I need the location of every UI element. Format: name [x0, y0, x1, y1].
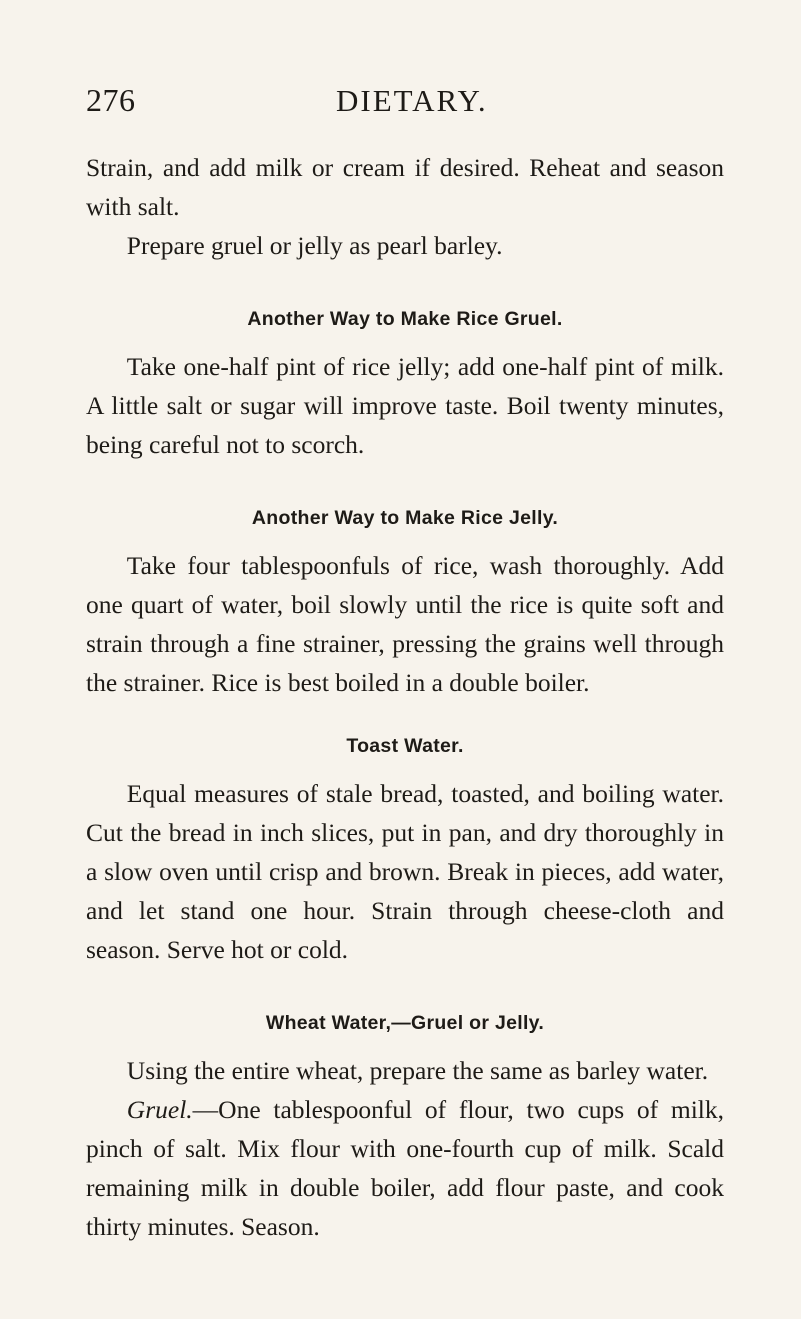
running-title: DIETARY. — [336, 83, 488, 118]
intro-paragraph: Prepare gruel or jelly as pearl barley. — [126, 231, 503, 260]
section-body-rice-jelly: Take four tablespoonfuls of rice, wash thoroughly. Add one quart of water, boil slowly until the rice is quite soft and strain through a fine strainer, pressing the grains well through the strainer. Rice is best boiled in a double boiler. — [86, 551, 724, 697]
section-body-wheat-water: Using the entire wheat, prepare the same as barley water. — [126, 1056, 709, 1085]
section-body-rice-gruel: Take one-half pint of rice jelly; add one-half pint of milk. A little salt or sugar will improve taste. Boil twenty minutes, being careful not to scorch. — [86, 352, 724, 459]
section-body-toast-water: Equal measures of stale bread, toasted, and boiling water. Cut the bread in inch slices, put in pan, and dry thoroughly in a slow oven until crisp and brown. Break in pieces, add water, and let stand one hour. Strain through cheese-cloth and season. Serve hot or cold. — [86, 779, 724, 964]
section-heading-wheat-water: Wheat Water,—Gruel or Jelly. — [265, 1012, 545, 1034]
gruel-paragraph — [86, 1090, 724, 1246]
gruel-label: Gruel. — [126, 1095, 193, 1124]
running-head — [86, 82, 724, 128]
section-heading-rice-jelly: Another Way to Make Rice Jelly. — [251, 507, 559, 529]
intro-paragraph: Strain, and add milk or cream if desired. Reheat and season with salt. — [86, 153, 724, 221]
gruel-text: —One tablespoonful of flour, two cups of milk, pinch of salt. Mix flour with one-fourth cup of milk. Scald remaining milk in double boiler, add flour paste, and cook thirty minutes. Season. — [86, 1095, 724, 1241]
page-number: 276 — [86, 82, 136, 118]
section-heading-rice-gruel: Another Way to Make Rice Gruel. — [247, 308, 563, 330]
section-heading-toast-water: Toast Water. — [346, 735, 464, 757]
